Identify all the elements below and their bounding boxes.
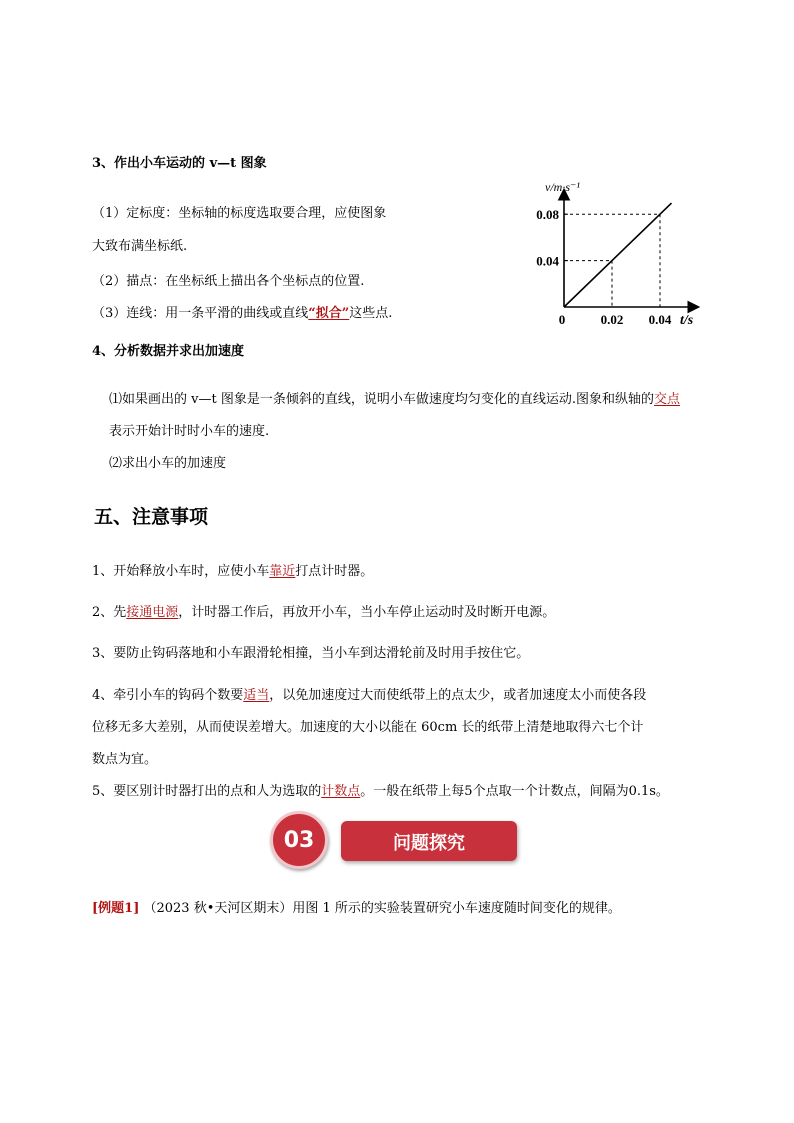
section3-item1-line2: 大致布满坐标纸. — [92, 239, 188, 254]
section3-heading: 3、作出小车运动的 v—t 图象 — [92, 156, 267, 171]
x-tick-label-1: 0.04 — [648, 312, 672, 327]
section3-item2: （2）描点：在坐标纸上描出各个坐标点的位置. — [92, 274, 365, 289]
vt-chart — [525, 177, 725, 337]
note-5: 5、要区别计时器打出的点和人为选取的计数点。一般在纸带上每5个点取一个计数点，间隔为0.1s。 — [92, 784, 669, 799]
highlight-close: 靠近 — [269, 564, 296, 579]
section4-p2: ⑵求出小车的加速度 — [109, 456, 227, 471]
y-tick-label-0: 0.08 — [536, 207, 559, 223]
example-text: （2023 秋•天河区期末）用图 1 所示的实验装置研究小车速度随时间变化的规律。 — [139, 901, 621, 916]
example-tag: [例题1] — [92, 901, 140, 916]
series-line — [564, 203, 672, 307]
note-4: 4、牵引小车的钩码个数要适当，以免加速度过大而使纸带上的点太少，或者加速度太小而使各段 — [92, 688, 647, 703]
note-4-line3: 数点为宜。 — [92, 752, 158, 767]
x-axis-label: t/s — [680, 313, 694, 328]
section3-item3: （3）连线：用一条平滑的曲线或直线“拟合”这些点. — [92, 306, 393, 321]
y-tick-label-1: 0.04 — [536, 253, 559, 269]
note-3: 3、要防止钩码落地和小车跟滑轮相撞，当小车到达滑轮前及时用手按住它。 — [92, 646, 530, 661]
highlight-power: 接通电源 — [126, 605, 179, 620]
example-1 — [92, 897, 621, 916]
x-tick-label-0: 0.02 — [600, 312, 624, 327]
note-4-line2: 位移无多大差别，从而使误差增大。加速度的大小以能在 60cm 长的纸带上清楚地取得六七个计 — [92, 720, 644, 735]
origin-label: 0 — [558, 312, 566, 327]
note-1: 1、开始释放小车时，应使小车靠近打点计时器。 — [92, 564, 374, 579]
section-banner-number — [270, 811, 328, 869]
note-2: 2、先接通电源，计时器工作后，再放开小车，当小车停止运动时及时断开电源。 — [92, 605, 556, 620]
banner-title: 问题探究 — [393, 833, 465, 854]
y-axis-label: v/m·s⁻¹ — [545, 180, 580, 194]
section4-p1-line2: 表示开始计时时小车的速度. — [109, 424, 270, 439]
section4-heading: 4、分析数据并求出加速度 — [92, 344, 245, 359]
highlight-fit: “拟合” — [308, 306, 350, 321]
highlight-appropriate: 适当 — [243, 688, 270, 703]
banner-number: 03 — [283, 828, 315, 853]
highlight-intersection: 交点 — [653, 392, 680, 407]
section3-item1-line1: （1）定标度：坐标轴的标度选取要合理，应使图象 — [92, 206, 387, 221]
section4-p1: ⑴如果画出的 v—t 图象是一条倾斜的直线，说明小车做速度均匀变化的直线运动.图象和纵轴的交点 — [109, 392, 680, 407]
section5-heading: 五、注意事项 — [94, 506, 209, 528]
section-banner-bar — [341, 821, 517, 861]
highlight-count-point: 计数点 — [321, 784, 361, 799]
